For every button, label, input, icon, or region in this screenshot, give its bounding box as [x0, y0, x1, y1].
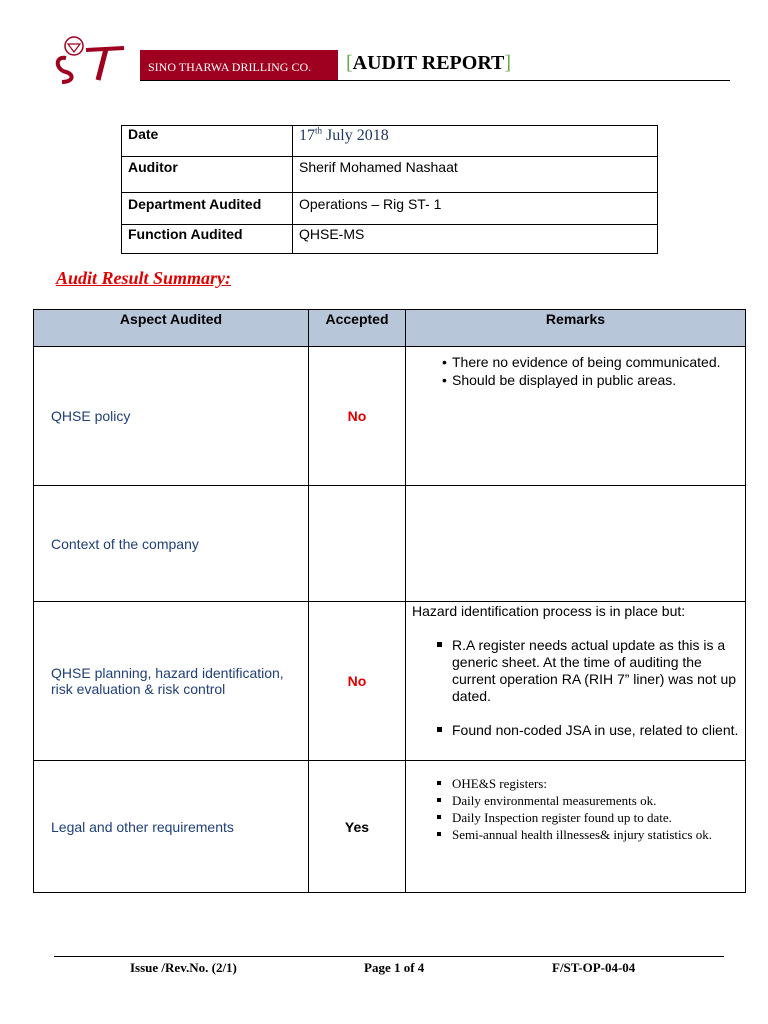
remarks-cell: [406, 347, 746, 486]
accepted-cell: [309, 486, 406, 602]
date-label: Date: [122, 126, 293, 157]
accepted-cell: No: [309, 347, 406, 486]
footer-form-code: F/ST-OP-04-04: [552, 960, 636, 975]
col-header-remarks: Remarks: [406, 310, 746, 347]
footer-page-number: Page 1 of 4: [364, 960, 425, 975]
table-row: [34, 486, 746, 602]
aspect-cell: Context of the company: [34, 486, 309, 602]
footer-issue: Issue /Rev.No. (2/1): [130, 960, 237, 975]
list-item: • Should be displayed in public areas.: [412, 371, 739, 389]
summary-title: Audit Result Summary:: [56, 268, 232, 288]
aspect-cell: Legal and other requirements: [34, 761, 309, 893]
table-row: [34, 761, 746, 893]
list-item: R.A register needs actual update as this is a generic sheet. At the time of auditing the current operation RA (RIH 7” liner) was not up dated.: [412, 637, 739, 705]
table-row: [34, 347, 746, 486]
auditor-value: Sherif Mohamed Nashaat: [293, 157, 658, 193]
footer-divider: [54, 956, 724, 957]
report-title: [AUDIT REPORT]: [346, 52, 512, 74]
list-item: Semi-annual health illnesses& injury statistics ok.: [412, 826, 739, 843]
accepted-cell: No: [309, 602, 406, 761]
list-item: Found non-coded JSA in use, related to client.: [412, 722, 739, 739]
aspect-cell: QHSE planning, hazard identification, risk evaluation & risk control: [34, 602, 309, 761]
company-name-band: SINO THARWA DRILLING CO.: [140, 50, 338, 80]
remarks-intro: Hazard identification process is in place but:: [412, 603, 686, 619]
department-value: Operations – Rig ST- 1: [293, 193, 658, 225]
col-header-accepted: Accepted: [309, 310, 406, 347]
table-row: [34, 602, 746, 761]
accepted-cell: Yes: [309, 761, 406, 893]
auditor-label: Auditor: [122, 157, 293, 193]
company-logo: [52, 34, 130, 84]
list-item: OHE&S registers:: [412, 775, 739, 792]
remarks-cell: [406, 761, 746, 893]
remarks-cell: [406, 486, 746, 602]
remarks-cell: [406, 602, 746, 761]
date-value: 17th July 2018: [293, 126, 658, 157]
department-label: Department Audited: [122, 193, 293, 225]
function-value: QHSE-MS: [293, 225, 658, 254]
aspect-cell: QHSE policy: [34, 347, 309, 486]
list-item: Daily Inspection register found up to date.: [412, 809, 739, 826]
list-item: • There no evidence of being communicated.: [412, 353, 739, 371]
function-label: Function Audited: [122, 225, 293, 254]
header-divider: [140, 80, 730, 81]
list-item: Daily environmental measurements ok.: [412, 792, 739, 809]
audit-results-table: [33, 309, 746, 893]
audit-info-table: [121, 125, 658, 254]
col-header-aspect: Aspect Audited: [34, 310, 309, 347]
